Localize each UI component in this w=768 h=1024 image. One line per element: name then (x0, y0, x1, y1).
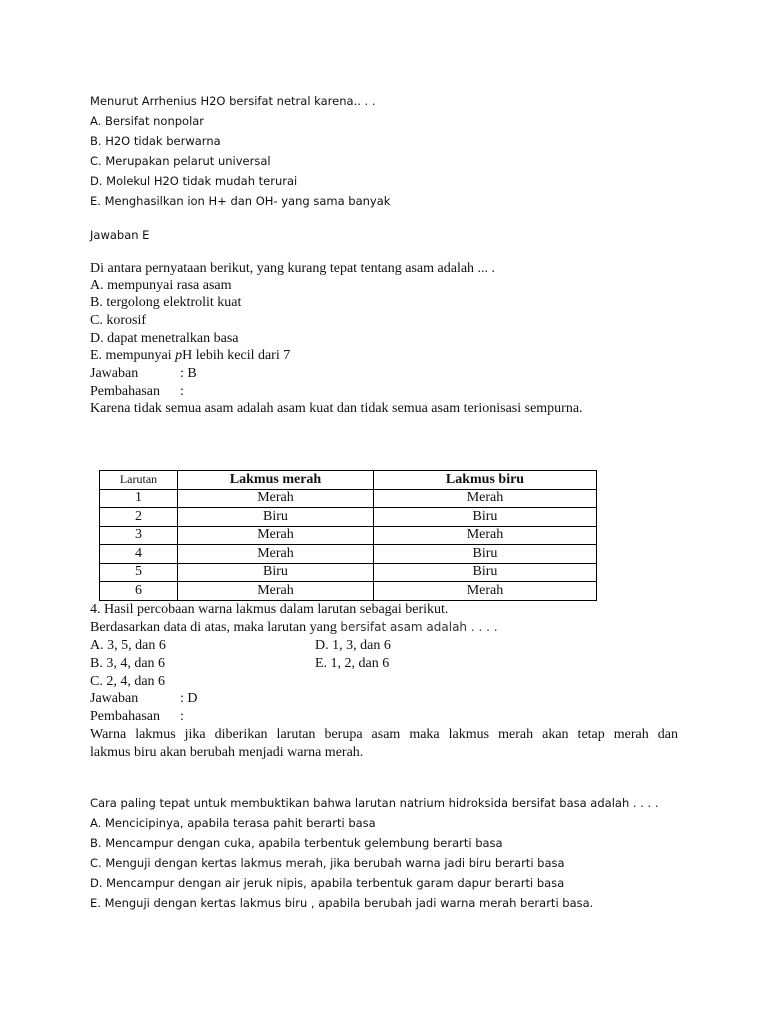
table-cell: Merah (374, 489, 597, 508)
q5-option-e: E. Menguji dengan kertas lakmus biru , apabila berubah jadi warna merah berarti basa. (90, 896, 594, 910)
q5-question: Cara paling tepat untuk membuktikan bahwa larutan natrium hidroksida bersifat basa adalah . . . . (90, 796, 659, 810)
q4-answer-value: : D (180, 691, 198, 706)
table-cell: Merah (178, 582, 374, 601)
table-cell: 1 (100, 489, 178, 508)
q1-answer: Jawaban E (90, 228, 150, 242)
q2-option-c: C. korosif (90, 313, 146, 328)
q2-discussion-colon: : (180, 384, 184, 399)
q2-answer-value: : B (180, 366, 197, 381)
table-header-row (100, 471, 597, 490)
q2-option-e (90, 348, 290, 364)
table-cell: 2 (100, 508, 178, 527)
table-header-lakmus-biru: Lakmus biru (374, 471, 597, 490)
table-cell: Merah (178, 545, 374, 564)
q4-option-e: E. 1, 2, dan 6 (315, 656, 390, 671)
table-cell: Biru (374, 508, 597, 527)
q5-option-c: C. Menguji dengan kertas lakmus merah, jika berubah warna jadi biru berarti basa (90, 856, 565, 870)
q2-option-e-italic: p (175, 348, 183, 363)
q4-discussion-heading (90, 709, 184, 725)
q2-option-e-suffix: H lebih kecil dari 7 (182, 348, 291, 363)
table-cell: Biru (178, 563, 374, 582)
q5-option-d: D. Mencampur dengan air jeruk nipis, apabila terbentuk garam dapur berarti basa (90, 876, 565, 890)
table-cell: Merah (374, 582, 597, 601)
q2-answer-label: Jawaban (90, 366, 139, 381)
table-cell: 3 (100, 526, 178, 545)
table-row (100, 508, 597, 527)
table-cell: Merah (178, 489, 374, 508)
litmus-table (99, 470, 597, 601)
q1-question: Menurut Arrhenius H2O bersifat netral karena.. . . (90, 94, 376, 108)
q4-option-b: B. 3, 4, dan 6 (90, 656, 166, 671)
q4-option-a: A. 3, 5, dan 6 (90, 638, 166, 653)
q4-answer (90, 691, 198, 707)
table-cell: Merah (374, 526, 597, 545)
table-row (100, 582, 597, 601)
q2-option-b: B. tergolong elektrolit kuat (90, 295, 242, 310)
q2-option-e-prefix: E. mempunyai (90, 348, 176, 363)
table-cell: Biru (374, 563, 597, 582)
q1-option-d: D. Molekul H2O tidak mudah terurai (90, 174, 298, 188)
q4-question: 4. Hasil percobaan warna lakmus dalam larutan sebagai berikut. (90, 602, 449, 617)
table-row (100, 545, 597, 564)
table-cell: Merah (178, 526, 374, 545)
q1-option-a: A. Bersifat nonpolar (90, 114, 205, 128)
table-cell: 6 (100, 582, 178, 601)
q2-option-d: D. dapat menetralkan basa (90, 331, 239, 346)
table-cell: 5 (100, 563, 178, 582)
table-cell: Biru (374, 545, 597, 564)
q2-question: Di antara pernyataan berikut, yang kurang tepat tentang asam adalah ... . (90, 261, 496, 276)
q1-option-b: B. H2O tidak berwarna (90, 134, 221, 148)
table-cell: 4 (100, 545, 178, 564)
q1-option-c: C. Merupakan pelarut universal (90, 154, 271, 168)
table-cell: Biru (178, 508, 374, 527)
table-row (100, 563, 597, 582)
q2-discussion-heading (90, 384, 184, 400)
q4-answer-label: Jawaban (90, 691, 139, 706)
table-header-lakmus-merah: Lakmus merah (178, 471, 374, 490)
q4-discussion-line-1: Warna lakmus jika diberikan larutan berupa asam maka lakmus merah akan tetap merah dan (90, 727, 678, 742)
q4-discussion-line-2: lakmus biru akan berubah menjadi warna merah. (90, 745, 364, 760)
q4-option-d: D. 1, 3, dan 6 (315, 638, 391, 653)
q4-discussion-colon: : (180, 709, 184, 724)
q4-discussion-label: Pembahasan (90, 709, 160, 724)
q2-option-a: A. mempunyai rasa asam (90, 278, 232, 293)
table-header-larutan: Larutan (100, 471, 178, 490)
q5-option-a: A. Mencicipinya, apabila terasa pahit berarti basa (90, 816, 376, 830)
q4-prompt (90, 620, 498, 636)
q2-answer (90, 366, 197, 382)
q1-option-e: E. Menghasilkan ion H+ dan OH- yang sama banyak (90, 194, 391, 208)
q2-discussion: Karena tidak semua asam adalah asam kuat dan tidak semua asam terionisasi sempurna. (90, 401, 583, 416)
table-row (100, 489, 597, 508)
q4-prompt-main: Berdasarkan data di atas, maka larutan yang (90, 620, 341, 635)
q5-option-b: B. Mencampur dengan cuka, apabila terbentuk gelembung berarti basa (90, 836, 503, 850)
table-row (100, 526, 597, 545)
q4-option-c: C. 2, 4, dan 6 (90, 674, 166, 689)
q2-discussion-label: Pembahasan (90, 384, 160, 399)
q4-prompt-tail: bersifat asam adalah . . . . (340, 620, 498, 634)
